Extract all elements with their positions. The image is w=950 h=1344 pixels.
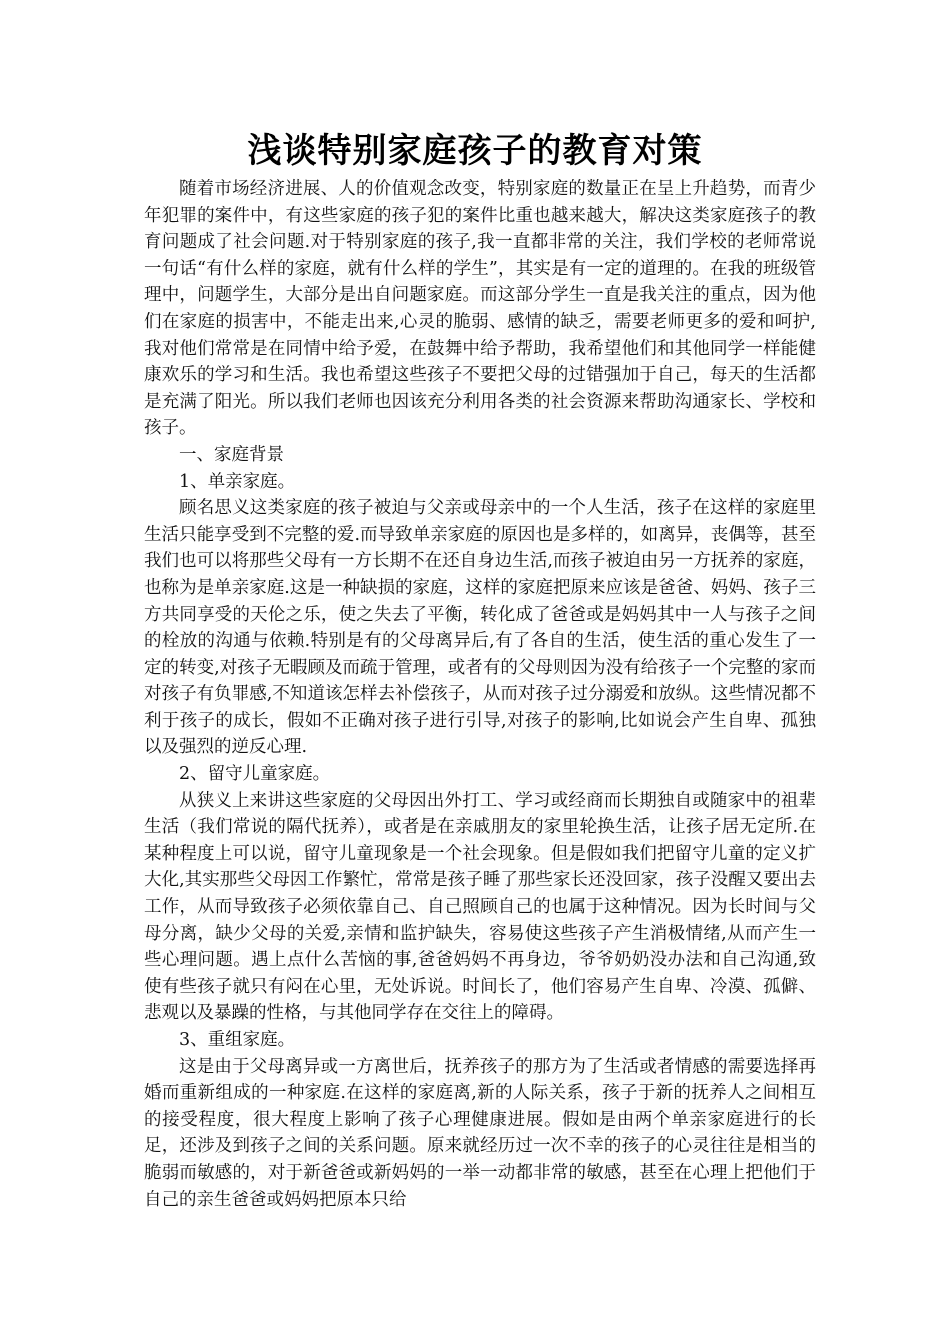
subheading-left-behind: 2、留守儿童家庭。: [179, 764, 331, 785]
subheading-reconstituted: 3、重组家庭。: [179, 1030, 296, 1050]
section-heading-family-background: 一、家庭背景: [179, 444, 284, 465]
paragraph-single-parent: 顾名思义这类家庭的孩子被迫与父亲或母亲中的一个人生活，孩子在这样的家庭里生活只能享受到不完整的爱.而导致单亲家庭的原因也是多样的，如离异，丧偶等，甚至我们也可以将那些父母有一方长期不在还自身边生活,而孩子被迫由另一方抚养的家庭，也称为是单亲家庭.这是一种缺损的家庭，这样的家庭把原来应该是爸爸、妈妈、孩子三方共同享受的天伦之乐，使之失去了平衡，转化成了爸爸或是妈妈其中一人与孩子之间的栓放的沟通与依赖.特别是有的父母离异后,有了各自的生活，使生活的重心发生了一定的转变,对孩子无暇顾及而疏于管理，或者有的父母则因为没有给孩子一个完整的家而对孩子有负罪感,不知道该怎样去补偿孩子，从而对孩子过分溺爱和放纵。这些情况都不利于孩子的成长，假如不正确对孩子进行引导,对孩子的影响,比如说会产生自卑、孤独以及强烈的逆反心理.: [144, 498, 816, 758]
document-body: [144, 176, 816, 1213]
document-title: 浅谈特别家庭孩子的教育对策: [247, 131, 703, 171]
subheading-single-parent: 1、单亲家庭。: [179, 471, 296, 492]
paragraph-left-behind: 从狭义上来讲这些家庭的父母因出外打工、学习或经商而长期独自或随家中的祖辈生活（我们常说的隔代抚养），或者是在亲戚朋友的家里轮换生活，让孩子居无定所.在某种程度上可以说，留守儿童现象是一个社会现象。但是假如我们把留守儿童的定义扩大化,其实那些父母因工作繁忙，常常是孩子睡了那些家长还没回家，孩子没醒又要出去工作，从而导致孩子必须依靠自己、自己照顾自己的也属于这种情况。因为长时间与父母分离，缺少父母的关爱,亲情和监护缺失，容易使这些孩子产生消极情绪,从而产生一些心理问题。遇上点什么苦恼的事,爸爸妈妈不再身边，爷爷奶奶没办法和自己沟通,致使有些孩子就只有闷在心里，无处诉说。时间长了，他们容易产生自卑、冷漠、孤僻、悲观以及暴躁的性格，与其他同学存在交往上的障碍。: [144, 790, 816, 1024]
paragraph-reconstituted: 这是由于父母离异或一方离世后，抚养孩子的那方为了生活或者情感的需要选择再婚而重新组成的一种家庭.在这样的家庭离,新的人际关系，孩子于新的抚养人之间相互的接受程度，很大程度上影响了孩子心理健康进展。假如是由两个单亲家庭进行的长足，还涉及到孩子之间的关系问题。原来就经历过一次不幸的孩子的心灵往往是相当的脆弱而敏感的，对于新爸爸或新妈妈的一举一动都非常的敏感，甚至在心理上把他们于自己的亲生爸爸或妈妈把原本只给: [144, 1056, 816, 1210]
paragraph-intro: 随着市场经济进展、人的价值观念改变，特别家庭的数量正在呈上升趋势，而青少年犯罪的案件中，有这些家庭的孩子犯的案件比重也越来越大，解决这类家庭孩子的教育问题成了社会问题.对于特别家庭的孩子,我一直都非常的关注，我们学校的老师常说一句话“有什么样的家庭，就有什么样的学生”，其实是有一定的道理的。在我的班级管理中，问题学生，大部分是出自问题家庭。而这部分学生一直是我关注的重点，因为他们在家庭的损害中，不能走出来,心灵的脆弱、感情的缺乏，需要老师更多的爱和呵护,我对他们常常是在同情中给予爱，在鼓舞中给予帮助，我希望他们和其他同学一样能健康欢乐的学习和生活。我也希望这些孩子不要把父母的过错强加于自己，每天的生活都是充满了阳光。所以我们老师也因该充分利用各类的社会资源来帮助沟通家长、学校和孩子。: [144, 179, 816, 439]
